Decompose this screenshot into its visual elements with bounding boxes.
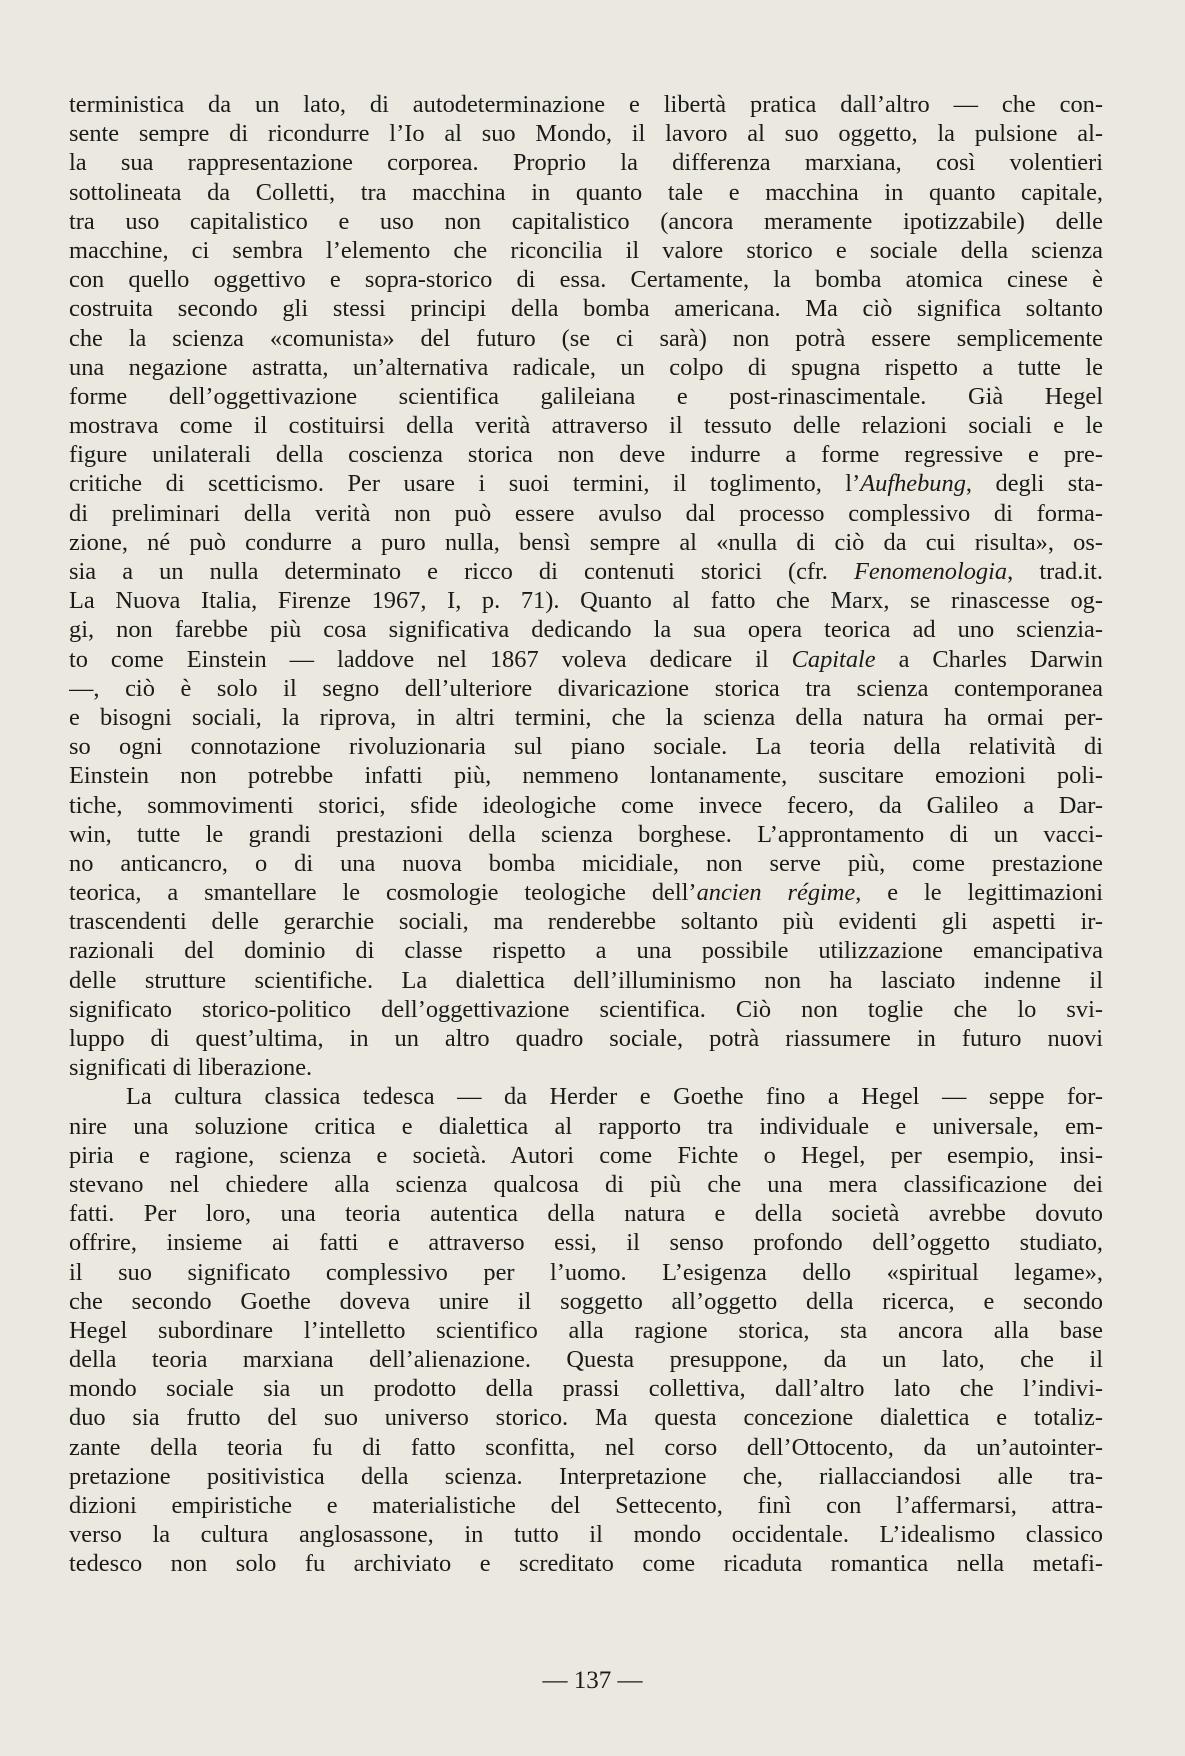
text-line: offrire, insieme ai fatti e attraverso essi, il senso profondo dell’oggetto studiato, (69, 1229, 1103, 1257)
text-line: sia a un nulla determinato e ricco di contenuti storici (cfr. Fenomenologia, trad.it. (69, 558, 1103, 585)
text-line: delle strutture scientifiche. La dialettica dell’illuminismo non ha lasciato indenne il (69, 966, 1103, 994)
text-line: figure unilaterali della coscienza storica non deve indurre a forme regressive e pre- (69, 441, 1103, 469)
text-line: macchine, ci sembra l’elemento che riconcilia il valore storico e sociale della scienza (69, 236, 1103, 264)
body-text (69, 90, 1103, 1579)
text-line: la sua rappresentazione corporea. Proprio la differenza marxiana, così volentieri (69, 149, 1103, 177)
text-line: piria e ragione, scienza e società. Autori come Fichte o Hegel, per esempio, insi- (69, 1141, 1103, 1169)
text-line: stevano nel chiedere alla scienza qualcosa di più che una mera classificazione dei (69, 1170, 1103, 1198)
text-line: tiche, sommovimenti storici, sfide ideologiche come invece fecero, da Galileo a Dar- (69, 791, 1103, 819)
text-line: fatti. Per loro, una teoria autentica della natura e della società avrebbe dovuto (69, 1200, 1103, 1228)
text-line: e bisogni sociali, la riprova, in altri termini, che la scienza della natura ha ormai per- (69, 703, 1103, 731)
text-line: critiche di scetticismo. Per usare i suoi termini, il toglimento, l’Aufhebung, degli sta- (69, 470, 1103, 498)
text-line: win, tutte le grandi prestazioni della scienza borghese. L’approntamento di un vacci- (69, 820, 1103, 848)
text-line: teorica, a smantellare le cosmologie teologiche dell’ancien régime, e le legittimazioni (69, 879, 1103, 907)
text-line: pretazione positivistica della scienza. Interpretazione che, riallacciandosi alle tra- (69, 1462, 1103, 1490)
text-line: di preliminari della verità non può essere avulso dal processo complessivo di forma- (69, 499, 1103, 527)
text-line: La Nuova Italia, Firenze 1967, I, p. 71). Quanto al fatto che Marx, se rinascesse og- (69, 587, 1103, 615)
text-line: —, ciò è solo il segno dell’ulteriore divaricazione storica tra scienza contemporanea (69, 674, 1103, 702)
text-line: verso la cultura anglosassone, in tutto il mondo occidentale. L’idealismo classico (69, 1521, 1103, 1549)
text-line: della teoria marxiana dell’alienazione. Questa presuppone, da un lato, che il (69, 1346, 1103, 1374)
text-line: tedesco non solo fu archiviato e screditato come ricaduta romantica nella metafi- (69, 1550, 1103, 1578)
text-line: zante della teoria fu di fatto sconfitta, nel corso dell’Ottocento, da un’autointer- (69, 1433, 1103, 1461)
text-line: dizioni empiristiche e materialistiche del Settecento, finì con l’affermarsi, attra- (69, 1492, 1103, 1519)
text-line: so ogni connotazione rivoluzionaria sul piano sociale. La teoria della relatività di (69, 733, 1103, 761)
text-line: luppo di quest’ultima, in un altro quadro sociale, potrà riassumere in futuro nuovi (69, 1025, 1103, 1052)
page-number: — 137 — (542, 1667, 643, 1694)
text-line: nire una soluzione critica e dialettica al rapporto tra individuale e universale, em- (69, 1112, 1103, 1140)
text-line: mostrava come il costituirsi della verità attraverso il tessuto delle relazioni sociali e le (69, 412, 1103, 440)
text-line: con quello oggettivo e sopra-storico di essa. Certamente, la bomba atomica cinese è (69, 266, 1103, 294)
text-line: il suo significato complessivo per l’uomo. L’esigenza dello «spiritual legame», (69, 1258, 1103, 1286)
text-line: costruita secondo gli stessi principi della bomba americana. Ma ciò significa soltanto (69, 295, 1103, 323)
text-line: gi, non farebbe più cosa significativa dedicando la sua opera teorica ad uno scienzia- (69, 616, 1103, 644)
text-line: trascendenti delle gerarchie sociali, ma renderebbe soltanto più evidenti gli aspetti ir- (69, 908, 1103, 936)
text-line: terministica da un lato, di autodeterminazione e libertà pratica dall’altro — che con- (69, 91, 1103, 118)
text-line: Einstein non potrebbe infatti più, nemmeno lontanamente, suscitare emozioni poli- (69, 762, 1103, 790)
text-line: sente sempre di ricondurre l’Io al suo Mondo, il lavoro al suo oggetto, la pulsione al- (69, 120, 1103, 148)
text-line: duo sia frutto del suo universo storico. Ma questa concezione dialettica e totaliz- (69, 1404, 1103, 1432)
text-line: no anticancro, o di una nuova bomba micidiale, non serve più, come prestazione (69, 849, 1103, 877)
text-line: Hegel subordinare l’intelletto scientifico alla ragione storica, sta ancora alla base (69, 1316, 1103, 1344)
text-line: La cultura classica tedesca — da Herder e Goethe fino a Hegel — seppe for- (126, 1083, 1103, 1111)
text-line: tra uso capitalistico e uso non capitalistico (ancora meramente ipotizzabile) delle (69, 207, 1103, 235)
text-line: significato storico-politico dell’oggettivazione scientifica. Ciò non toglie che lo svi- (69, 995, 1103, 1023)
text-line: che la scienza «comunista» del futuro (se ci sarà) non potrà essere semplicemente (69, 324, 1103, 352)
text-line: mondo sociale sia un prodotto della prassi collettiva, dall’altro lato che l’indivi- (69, 1375, 1103, 1403)
text-line: razionali del dominio di classe rispetto a una possibile utilizzazione emancipativa (69, 937, 1103, 965)
text-line: to come Einstein — laddove nel 1867 voleva dedicare il Capitale a Charles Darwin (69, 645, 1103, 673)
text-line: che secondo Goethe doveva unire il soggetto all’oggetto della ricerca, e secondo (69, 1287, 1103, 1315)
text-line: zione, né può condurre a puro nulla, bensì sempre al «nulla di ciò da cui risulta», os- (69, 528, 1103, 556)
text-line: forme dell’oggettivazione scientifica galileiana e post-rinascimentale. Già Hegel (69, 382, 1103, 410)
text-line: sottolineata da Colletti, tra macchina in quanto tale e macchina in quanto capitale, (69, 178, 1103, 206)
text-line: significati di liberazione. (69, 1054, 313, 1082)
text-line: una negazione astratta, un’alternativa radicale, un colpo di spugna rispetto a tutte le (69, 353, 1103, 381)
